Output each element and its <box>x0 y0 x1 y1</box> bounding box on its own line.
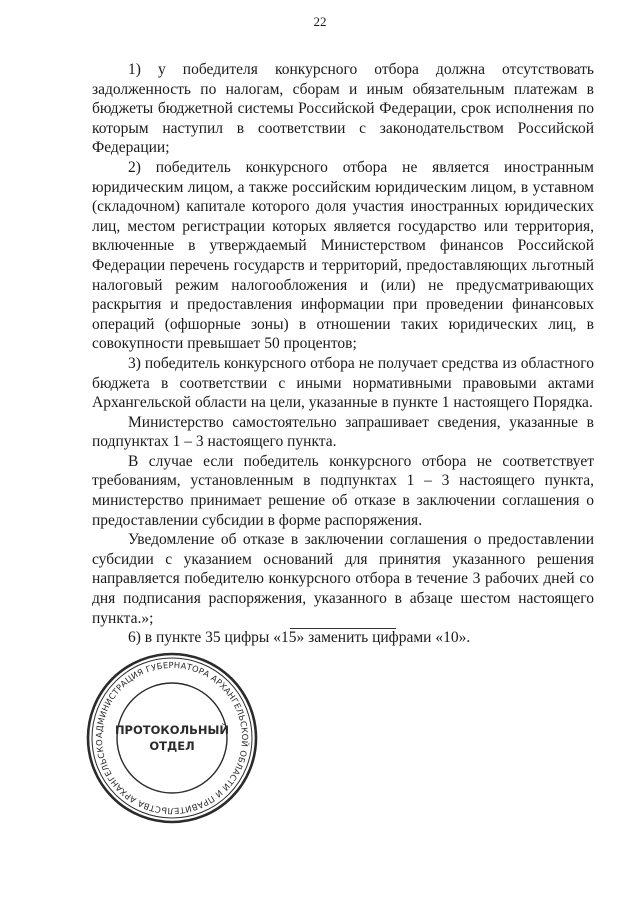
page-number: 22 <box>313 14 327 29</box>
paragraph-refusal-notice: Уведомление об отказе в заключении соглашения о предоставлении субсидии с указанием оснований для принятия указанного решения направляется победителю конкурсного отбора в течение 3 рабочих дней со дня подписания распоряжения, указанного в абзаце шестом настоящего пункта.»; <box>92 531 594 627</box>
stamp-center-line-1: ПРОТОКОЛЬНЫЙ <box>114 723 230 737</box>
official-stamp <box>84 650 260 826</box>
stamp-seal-graphic <box>84 650 260 826</box>
divider-line <box>290 628 396 629</box>
paragraph-item-1: 1) у победителя конкурсного отбора должна отсутствовать задолженность по налогам, сборам и иным обязательным платежам в бюджеты бюджетной системы Российской Федерации, срок исполнения по которым наступил в соответствии с законодательством Российской Федерации; <box>92 61 594 157</box>
stamp-ring-text: АДМИНИСТРАЦИЯ ГУБЕРНАТОРА АРХАНГЕЛЬСКОЙ ОБЛАСТИ И ПРАВИТЕЛЬСТВА АРХАНГЕЛЬСКО <box>93 659 251 817</box>
stamp-center-line-2: ОТДЕЛ <box>149 739 195 753</box>
paragraph-item-3: 3) победитель конкурсного отбора не получает средства из областного бюджета в соответствии с иными нормативными правовыми актами Архангельской области на цели, указанные в пункте 1 настоящего Порядка. <box>92 354 594 412</box>
paragraph-refusal-decision: В случае если победитель конкурсного отбора не соответствует требованиям, установленным в подпунктах 1 – 3 настоящего пункта, министерство принимает решение об отказе в заключении соглашения о предоставлении субсидии в форме распоряжения. <box>92 452 594 529</box>
paragraph-ministry-request: Министерство самостоятельно запрашивает сведения, указанные в подпунктах 1 – 3 настоящего пункта. <box>92 413 594 451</box>
paragraph-item-2: 2) победитель конкурсного отбора не является иностранным юридическим лицом, а также российским юридическим лицом, в уставном (складочном) капитале которого доля участия иностранных юридических лиц, местом регистрации которых является государство или территория, включенные в утверждаемый Министерством финансов Российской Федерации перечень государств и территорий, предоставляющих льготный налоговый режим налогообложения и (или) не предусматривающих раскрытия и предоставления информации при проведении финансовых операций (офшорные зоны) в отношении таких юридических лиц, в совокупности превышает 50 процентов; <box>92 158 594 353</box>
document-body <box>92 60 594 648</box>
paragraph-item-6: 6) в пункте 35 цифры «15» заменить цифрами «10». <box>128 629 471 647</box>
